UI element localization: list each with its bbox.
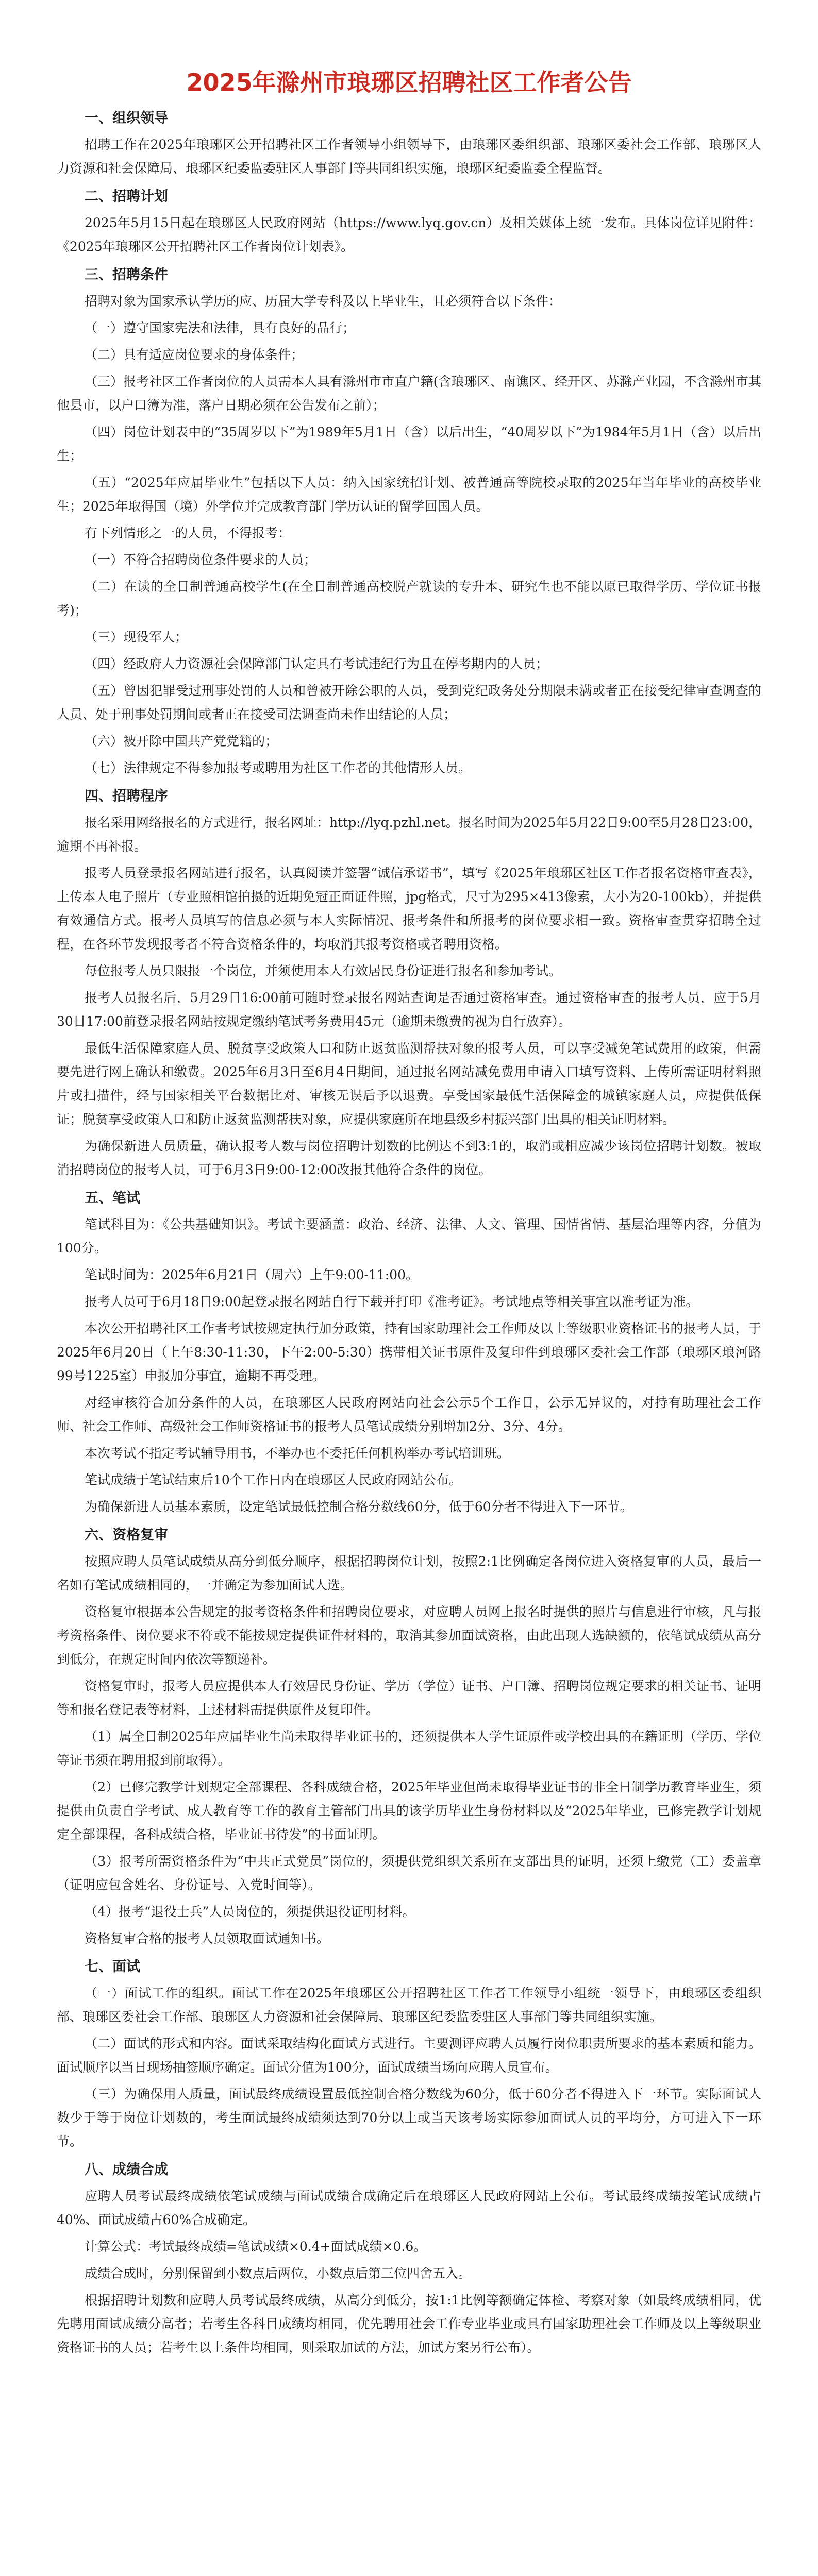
paragraph: 最低生活保障家庭人员、脱贫享受政策人口和防止返贫监测帮扶对象的报考人员，可以享受减免笔试费用的政策，但需要先进行网上确认和缴费。2025年6月3日至6月4日期间，通过报名网站减免费用申请入口填写资料、上传所需证明材料照片或扫描件，经与国家相关平台数据比对、审核无误后予以退费。享受国家最低生活保障金的城镇家庭人员，应提供低保证；脱贫享受政策人口和防止返贫监测帮扶对象，应提供家庭所在地县级乡村振兴部门出具的相关证明材料。: [57, 1041, 761, 1127]
paragraph: 本次公开招聘社区工作者考试按规定执行加分政策，持有国家助理社会工作师及以上等级职业资格证书的报考人员，于2025年6月20日（上午8:30-11:30，下午2:00-5:30）携带相关证书原件及复印件到琅琊区委社会工作部（琅琊区琅河路99号1225室）申报加分事宜，逾期不再受理。: [57, 1321, 761, 1383]
paragraph: 为确保新进人员质量，确认报考人数与岗位招聘计划数的比例达不到3:1的，取消或相应减少该岗位招聘计划数。被取消招聘岗位的报考人员，可于6月3日9:00-12:00改报其他符合条件的岗位。: [57, 1139, 761, 1177]
paragraph: （二）面试的形式和内容。面试采取结构化面试方式进行。主要测评应聘人员履行岗位职责所要求的基本素质和能力。面试顺序以当日现场抽签顺序确定。面试分值为100分，面试成绩当场向应聘人员宣布。: [57, 2036, 761, 2075]
paragraph: 资格复审合格的报考人员领取面试通知书。: [85, 1931, 330, 1946]
paragraph: 招聘对象为国家承认学历的应、历届大学专科及以上毕业生，且必须符合以下条件：: [85, 294, 562, 309]
section: [57, 106, 761, 180]
section-heading: 六、资格复审: [85, 1527, 168, 1543]
paragraph: （1）属全日制2025年应届毕业生尚未取得毕业证书的，还须提供本人学生证原件或学校出具的在籍证明（学历、学位等证书须在聘用报到前取得）。: [57, 1729, 761, 1768]
section-heading: 八、成绩合成: [85, 2162, 168, 2178]
page-title: 2025年滁州市琅琊区招聘社区工作者公告: [186, 69, 632, 96]
paragraph: （五）曾因犯罪受过刑事处罚的人员和曾被开除公职的人员，受到党纪政务处分期限未满或者正在接受纪律审查调查的人员、处于刑事处罚期间或者正在接受司法调查尚未作出结论的人员；: [57, 683, 761, 722]
paragraph: 应聘人员考试最终成绩依笔试成绩与面试成绩合成确定后在琅琊区人民政府网站上公布。考试最终成绩按笔试成绩占40%、面试成绩占60%合成确定。: [57, 2189, 761, 2227]
paragraph: 报考人员登录报名网站进行报名，认真阅读并签署“诚信承诺书”，填写《2025年琅琊区社区工作者报名资格审查表》，上传本人电子照片（专业照相馆拍摄的近期免冠正面证件照，jpg格式，尺寸为295×413像素，大小为20-100kb），并提供有效通信方式。报考人员填写的信息必须与本人实际情况、报考条件和所报考的岗位要求相一致。资格审查贯穿招聘全过程，在各环节发现报考者不符合资格条件的，均取消其报考资格或者聘用资格。: [57, 866, 761, 952]
paragraph: 资格复审时，报考人员应提供本人有效居民身份证、学历（学位）证书、户口簿、招聘岗位规定要求的相关证书、证明等和报名登记表等材料，上述材料需提供原件及复印件。: [57, 1679, 761, 1717]
section-heading: 二、招聘计划: [85, 189, 168, 205]
section: [57, 263, 761, 780]
paragraph: 成绩合成时，分别保留到小数点后两位，小数点后第三位四舍五入。: [85, 2266, 472, 2281]
section: [57, 184, 761, 259]
paragraph: 对经审核符合加分条件的人员，在琅琊区人民政府网站向社会公示5个工作日，公示无异议的，对持有助理社会工作师、社会工作师、高级社会工作师资格证书的报考人员笔试成绩分别增加2分、3分、4分。: [57, 1395, 761, 1434]
paragraph: （三）报考社区工作者岗位的人员需本人具有滁州市市直户籍(含琅琊区、南谯区、经开区、苏滁产业园，不含滁州市其他县市，以户口簿为准，落户日期必须在公告发布之前）；: [57, 374, 761, 413]
section-heading: 五、笔试: [85, 1190, 140, 1206]
paragraph: （三）为确保用人质量，面试最终成绩设置最低控制合格分数线为60分，低于60分者不得进入下一环节。实际面试人数少于等于岗位计划数的，考生面试最终成绩须达到70分以上或当天该考场实际参加面试人员的平均分，方可进入下一环节。: [57, 2087, 761, 2149]
paragraph: （三）现役军人；: [85, 630, 188, 645]
paragraph: （2）已修完教学计划规定全部课程、各科成绩合格，2025年毕业但尚未取得毕业证书的非全日制学历教育毕业生，须提供由负责自学考试、成人教育等工作的教育主管部门出具的该学历毕业生身份材料以及“2025年毕业，已修完教学计划规定全部课程，各科成绩合格，毕业证书待发”的书面证明。: [57, 1780, 761, 1842]
paragraph: （四）岗位计划表中的“35周岁以下”为1989年5月1日（含）以后出生，“40周岁以下”为1984年5月1日（含）以后出生；: [57, 425, 761, 463]
paragraph: 有下列情形之一的人员，不得报考：: [85, 526, 291, 540]
paragraph: （六）被开除中国共产党党籍的；: [85, 734, 278, 749]
paragraph: （二）具有适应岗位要求的身体条件；: [85, 347, 304, 362]
section-heading: 三、招聘条件: [85, 267, 168, 283]
paragraph: 为确保新进人员基本素质，设定笔试最低控制合格分数线60分，低于60分者不得进入下一环节。: [85, 1499, 633, 1514]
paragraph: （五）“2025年应届毕业生”包括以下人员：纳入国家统招计划、被普通高等院校录取的2025年当年毕业的高校毕业生；2025年取得国（境）外学位并完成教育部门学历认证的留学回国人员。: [57, 475, 761, 514]
paragraph: （四）经政府人力资源社会保障部门认定具有考试违纪行为且在停考期内的人员；: [85, 656, 549, 671]
section-heading: 七、面试: [85, 1959, 140, 1975]
section-heading: 四、招聘程序: [85, 788, 168, 804]
paragraph: 按照应聘人员笔试成绩从高分到低分顺序，根据招聘岗位计划，按照2:1比例确定各岗位进入资格复审的人员，最后一名如有笔试成绩相同的，一并确定为参加面试人选。: [57, 1554, 761, 1592]
paragraph: （4）报考“退役士兵”人员岗位的，须提供退役证明材料。: [85, 1904, 415, 1919]
paragraph: （一）不符合招聘岗位条件要求的人员；: [85, 552, 317, 567]
section: [57, 2158, 761, 2360]
paragraph: 笔试成绩于笔试结束后10个工作日内在琅琊区人民政府网站公布。: [85, 1472, 462, 1487]
paragraph: （一）面试工作的组织。面试工作在2025年琅琊区公开招聘社区工作者工作领导小组统一领导下，由琅琊区委组织部、琅琊区委社会工作部、琅琊区人力资源和社会保障局、琅琊区纪委监委驻区人事部门等共同组织实施。: [57, 1986, 761, 2024]
announcement-body: [57, 106, 761, 2360]
paragraph: 本次考试不指定考试辅导用书，不举办也不委托任何机构举办考试培训班。: [85, 1446, 510, 1461]
paragraph: 2025年5月15日起在琅琊区人民政府网站（https://www.lyq.gov.cn）及相关媒体上统一发布。具体岗位详见附件：《2025年琅琊区公开招聘社区工作者岗位计划表》。: [57, 215, 761, 254]
paragraph: （七）法律规定不得参加报考或聘用为社区工作者的其他情形人员。: [85, 760, 472, 775]
paragraph: 根据招聘计划数和应聘人员考试最终成绩，从高分到低分，按1:1比例等额确定体检、考察对象（如最终成绩相同，优先聘用面试成绩分高者；若考生各科目成绩均相同，优先聘用社会工作专业毕业或具有国家助理社会工作师及以上等级职业资格证书的人员；若考生以上条件均相同，则采取加试的方法，加试方案另行公布）。: [57, 2293, 761, 2355]
paragraph: 计算公式：考试最终成绩=笔试成绩×0.4+面试成绩×0.6。: [85, 2239, 427, 2254]
section-heading: 一、组织领导: [85, 110, 168, 126]
paragraph: （一）遵守国家宪法和法律，具有良好的品行；: [85, 320, 356, 335]
paragraph: 资格复审根据本公告规定的报考资格条件和招聘岗位要求，对应聘人员网上报名时提供的照片与信息进行审核，凡与报考资格条件、岗位要求不符或不能按规定提供证件材料的，取消其参加面试资格，由此出现人选缺额的，依笔试成绩从高分到低分，在规定时间内依次等额递补。: [57, 1604, 761, 1667]
section: [57, 1186, 761, 1519]
paragraph: 报名采用网络报名的方式进行，报名网址：http://lyq.pzhl.net。报名时间为2025年5月22日9:00至5月28日23:00，逾期不再补报。: [57, 815, 761, 854]
paragraph: 笔试科目为：《公共基础知识》。考试主要涵盖：政治、经济、法律、人文、管理、国情省情、基层治理等内容，分值为100分。: [57, 1217, 761, 1256]
paragraph: 招聘工作在2025年琅琊区公开招聘社区工作者领导小组领导下，由琅琊区委组织部、琅琊区委社会工作部、琅琊区人力资源和社会保障局、琅琊区纪委监委驻区人事部门等共同组织实施，琅琊区纪委监委全程监督。: [57, 137, 761, 176]
paragraph: （3）报考所需资格条件为“中共正式党员”岗位的，须提供党组织关系所在支部出具的证明，还须上缴党（工）委盖章（证明应包含姓名、身份证号、入党时间等）。: [57, 1854, 761, 1892]
section: [57, 1955, 761, 2154]
paragraph: 笔试时间为：2025年6月21日（周六）上午9:00-11:00。: [85, 1267, 419, 1282]
paragraph: 每位报考人员只限报一个岗位，并须使用本人有效居民身份证进行报名和参加考试。: [85, 963, 562, 978]
section: [57, 784, 761, 1182]
paragraph: 报考人员报名后，5月29日16:00前可随时登录报名网站查询是否通过资格审查。通过资格审查的报考人员，应于5月30日17:00前登录报名网站按规定缴纳笔试考务费用45元（逾期未缴费的视为自行放弃）。: [57, 990, 761, 1029]
paragraph: （二）在读的全日制普通高校学生(在全日制普通高校脱产就读的专升本、研究生也不能以原已取得学历、学位证书报考)；: [57, 579, 761, 618]
section: [57, 1523, 761, 1951]
paragraph: 报考人员可于6月18日9:00起登录报名网站自行下载并打印《准考证》。考试地点等相关事宜以准考证为准。: [85, 1294, 699, 1309]
